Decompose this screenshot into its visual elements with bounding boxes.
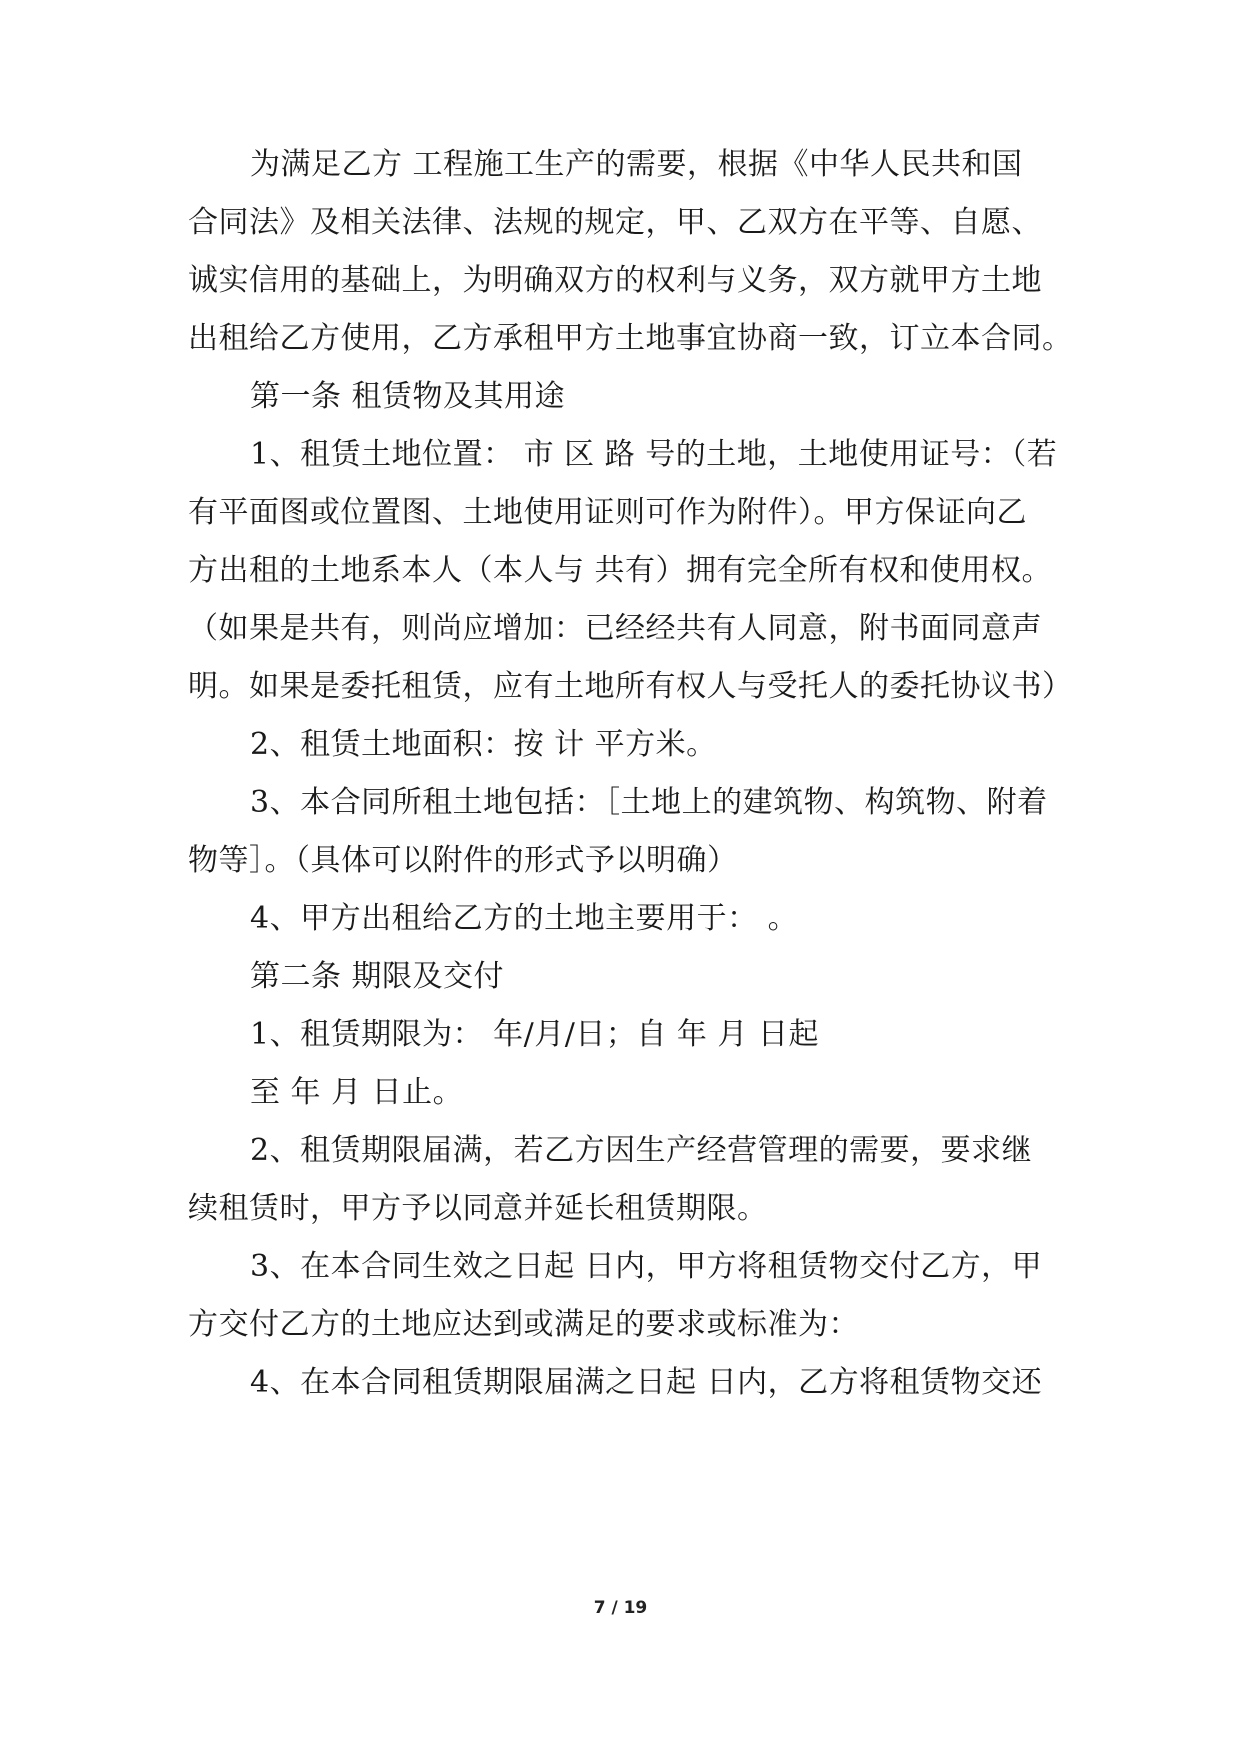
paragraph-line: 3、本合同所租土地包括：［土地上的建筑物、构筑物、附着 [250,785,1048,820]
paragraph-line: 至 年 月 日止。 [250,1075,464,1110]
paragraph-line: 诚实信用的基础上，为明确双方的权利与义务，双方就甲方土地 [188,263,1042,298]
paragraph-line: 方交付乙方的土地应达到或满足的要求或标准为： [188,1307,859,1342]
paragraph-line: 2、租赁期限届满，若乙方因生产经营管理的需要，要求继 [250,1133,1033,1168]
paragraph-line: 4、在本合同租赁期限届满之日起 日内，乙方将租赁物交还 [250,1365,1043,1400]
paragraph-line: （如果是共有，则尚应增加：已经经共有人同意，附书面同意声 [188,611,1042,646]
section-heading: 第一条 租赁物及其用途 [250,379,566,414]
paragraph-line: 物等］。（具体可以附件的形式予以明确） [188,843,738,878]
paragraph-line: 出租给乙方使用，乙方承租甲方土地事宜协商一致，订立本合同。 [188,321,1073,356]
paragraph-line: 为满足乙方 工程施工生产的需要，根据《中华人民共和国 [250,147,1023,182]
paragraph-line: 4、甲方出租给乙方的土地主要用于： 。 [250,901,799,936]
paragraph-line: 2、租赁土地面积：按 计 平方米。 [250,727,717,762]
paragraph-line: 明。如果是委托租赁，应有土地所有权人与受托人的委托协议书） [188,669,1073,704]
paragraph-line: 方出租的土地系本人（本人与 共有）拥有完全所有权和使用权。 [188,553,1053,588]
paragraph-line: 1、租赁期限为： 年/月/日；自 年 月 日起 [250,1017,819,1052]
paragraph-line: 3、在本合同生效之日起 日内，甲方将租赁物交付乙方，甲 [250,1249,1043,1284]
paragraph-line: 续租赁时，甲方予以同意并延长租赁期限。 [188,1191,768,1226]
paragraph-line: 1、租赁土地位置： 市 区 路 号的土地，土地使用证号：（若 [250,437,1058,472]
paragraph-line: 合同法》及相关法律、法规的规定，甲、乙双方在平等、自愿、 [188,205,1042,240]
section-heading: 第二条 期限及交付 [250,959,505,994]
paragraph-line: 有平面图或位置图、土地使用证则可作为附件）。甲方保证向乙 [188,495,1027,530]
page-number: 7 / 19 [593,1598,648,1618]
